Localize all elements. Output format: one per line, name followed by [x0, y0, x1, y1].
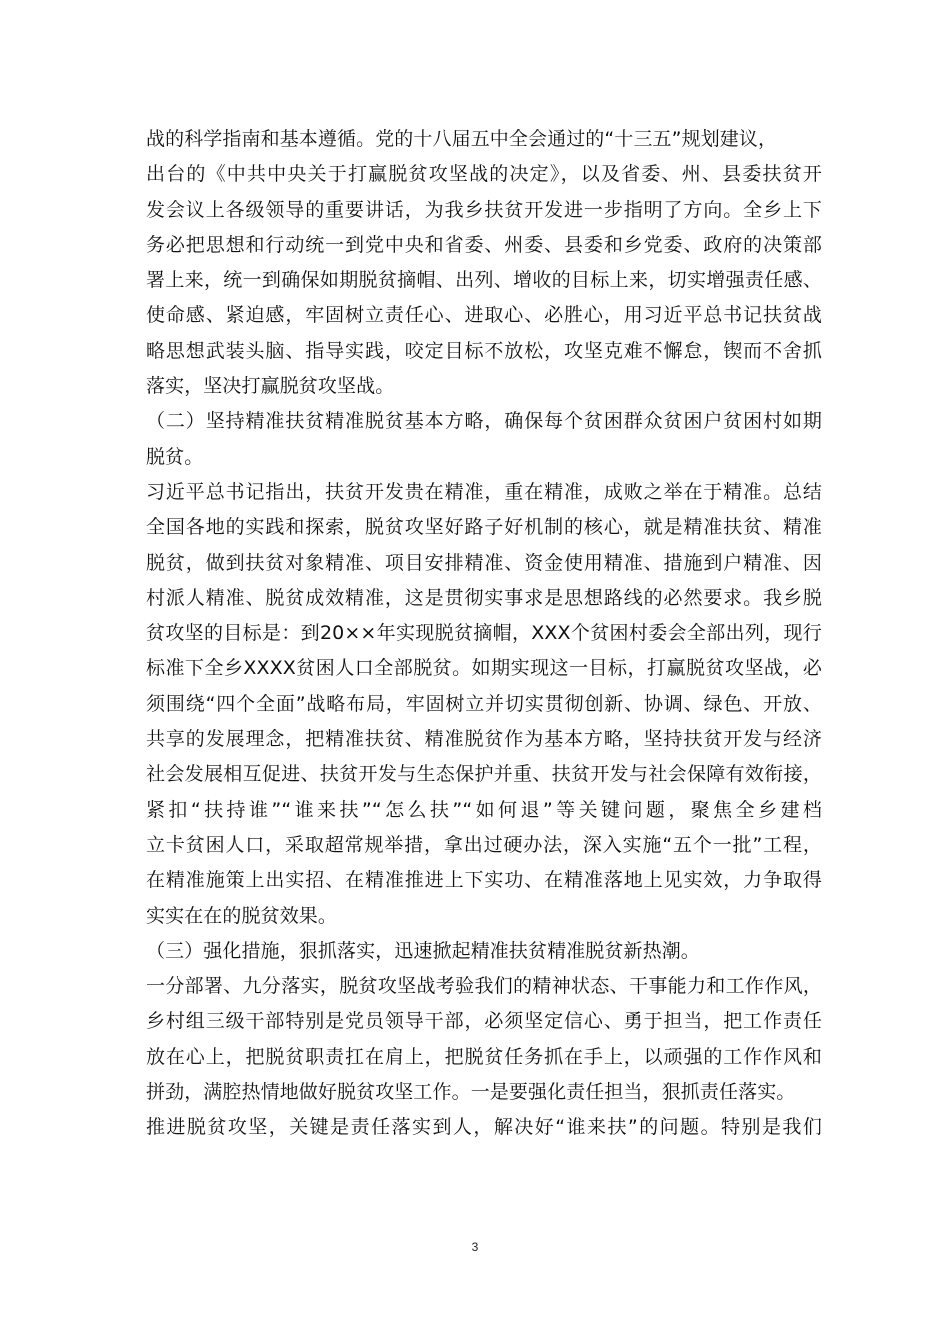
document-body — [146, 122, 826, 1146]
text-line: 习近平总书记指出，扶贫开发贵在精准，重在精准，成败之举在于精准。总结 — [146, 480, 822, 503]
text-line: 须围绕“四个全面”战略布局，牢固树立并切实贯彻创新、协调、绿色、开放、 — [146, 692, 822, 715]
text-line: 标准下全乡XXXX贫困人口全部脱贫。如期实现这一目标，打赢脱贫攻坚战，必 — [146, 657, 822, 680]
text-line: 脱贫。 — [146, 445, 204, 468]
text-line: 务必把思想和行动统一到党中央和省委、州委、县委和乡党委、政府的决策部 — [146, 233, 822, 256]
text-line: 署上来，统一到确保如期脱贫摘帽、出列、增收的目标上来，切实增强责任感、 — [146, 269, 822, 292]
text-line: 贫攻坚的目标是：到20××年实现脱贫摘帽，XXX个贫困村委会全部出列，现行 — [146, 622, 822, 645]
text-line: 略思想武装头脑、指导实践，咬定目标不放松，攻坚克难不懈怠，锲而不舍抓 — [146, 339, 822, 362]
text-line: 村派人精准、脱贫成效精准，这是贯彻实事求是思想路线的必然要求。我乡脱 — [146, 586, 822, 609]
text-line: 共享的发展理念，把精准扶贫、精准脱贫作为基本方略，坚持扶贫开发与经济 — [146, 728, 822, 751]
text-line: 落实，坚决打赢脱贫攻坚战。 — [146, 375, 395, 398]
text-line: 全国各地的实践和探索，脱贫攻坚好路子好机制的核心，就是精准扶贫、精准 — [146, 516, 822, 539]
text-line: 出台的《中共中央关于打赢脱贫攻坚战的决定》，以及省委、州、县委扶贫开 — [146, 163, 822, 186]
text-line: 战的科学指南和基本遵循。党的十八届五中全会通过的“十三五”规划建议， — [146, 128, 778, 150]
page-number: 3 — [471, 1240, 479, 1254]
text-line: 紧扣“扶持谁”“谁来扶”“怎么扶”“如何退”等关键问题，聚焦全乡建档 — [146, 798, 822, 821]
text-line: 发会议上各级领导的重要讲话，为我乡扶贫开发进一步指明了方向。全乡上下 — [146, 198, 822, 221]
text-line: 放在心上，把脱贫职责扛在肩上，把脱贫任务抓在手上，以顽强的工作作风和 — [146, 1045, 822, 1068]
text-line: 拼劲，满腔热情地做好脱贫攻坚工作。一是要强化责任担当，狠抓责任落实。 — [146, 1081, 796, 1104]
text-line: 推进脱贫攻坚，关键是责任落实到人，解决好“谁来扶”的问题。特别是我们 — [146, 1116, 822, 1139]
text-line: 一分部署、九分落实，脱贫攻坚战考验我们的精神状态、干事能力和工作作风， — [146, 975, 822, 998]
text-line: 社会发展相互促进、扶贫开发与生态保护并重、扶贫开发与社会保障有效衔接， — [146, 763, 822, 786]
text-line: 实实在在的脱贫效果。 — [146, 904, 338, 927]
text-line: 在精准施策上出实招、在精准推进上下实功、在精准落地上见实效，力争取得 — [146, 869, 822, 892]
text-line: （三）强化措施，狠抓落实，迅速掀起精准扶贫精准脱贫新热潮。 — [146, 939, 700, 962]
text-line: 乡村组三级干部特别是党员领导干部，必须坚定信心、勇于担当，把工作责任 — [146, 1010, 822, 1033]
text-line: （二）坚持精准扶贫精准脱贫基本方略，确保每个贫困群众贫困户贫困村如期 — [146, 410, 822, 433]
text-line: 使命感、紧迫感，牢固树立责任心、进取心、必胜心，用习近平总书记扶贫战 — [146, 304, 822, 327]
text-line: 立卡贫困人口，采取超常规举措，拿出过硬办法，深入实施“五个一批”工程， — [146, 833, 822, 856]
text-line: 脱贫，做到扶贫对象精准、项目安排精准、资金使用精准、措施到户精准、因 — [146, 551, 822, 574]
